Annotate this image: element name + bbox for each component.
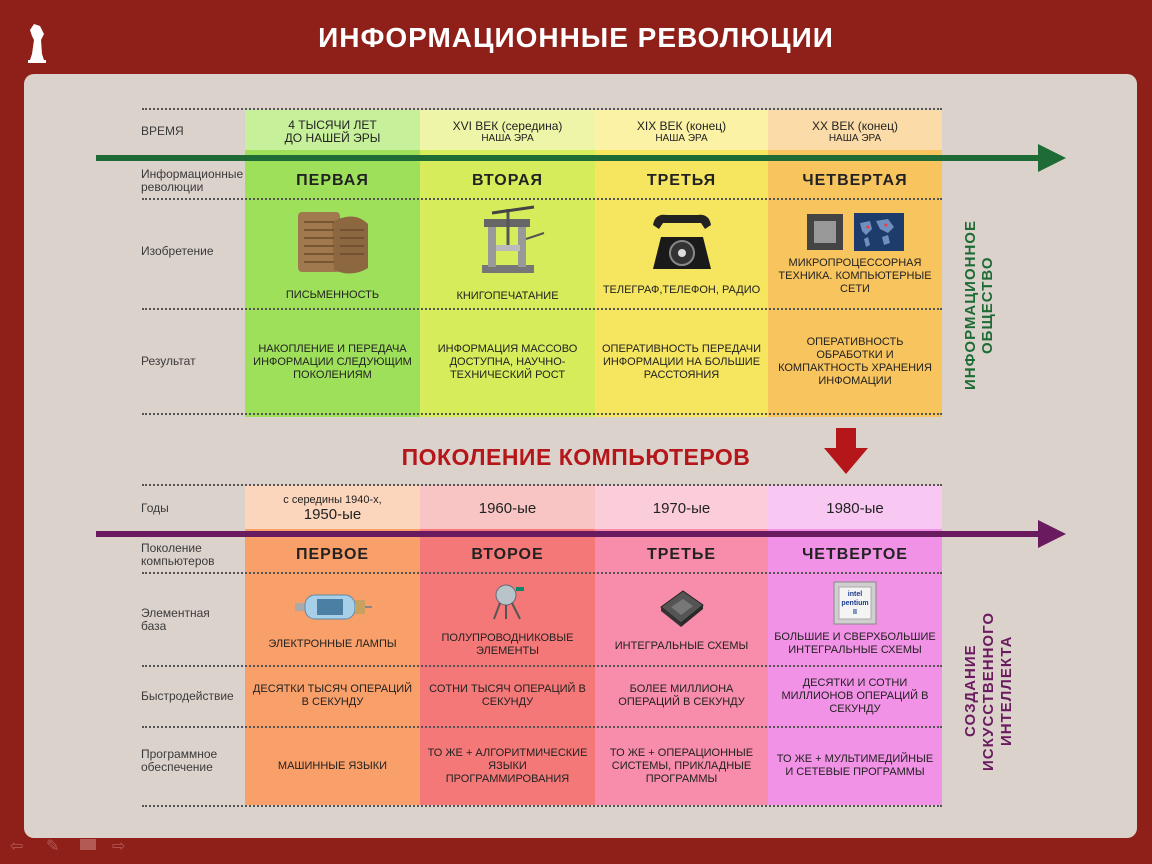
revolution-name-3: ТРЕТЬЯ bbox=[646, 172, 717, 189]
time-main: XX ВЕК (конец) bbox=[812, 118, 898, 133]
revolution-name-1: ПЕРВАЯ bbox=[296, 172, 369, 189]
revolution-result-1: НАКОПЛЕНИЕ И ПЕРЕДАЧА ИНФОРМАЦИИ СЛЕДУЮЩИМ ПОКОЛЕНИЯМ bbox=[253, 342, 412, 381]
invention-text: КНИГОПЕЧАТАНИЕ bbox=[456, 290, 559, 302]
time-sub: НАША ЭРА bbox=[828, 132, 882, 144]
generation-speed-3: БОЛЕЕ МИЛЛИОНА ОПЕРАЦИЙ В СЕКУНДУ bbox=[618, 683, 745, 708]
element-text: ИНТЕГРАЛЬНЫЕ СХЕМЫ bbox=[614, 640, 749, 652]
page-title: ИНФОРМАЦИОННЫЕ РЕВОЛЮЦИИ bbox=[318, 22, 834, 53]
arrow-right-icon[interactable]: ⇨ bbox=[112, 838, 126, 855]
generations-arrow-line bbox=[96, 531, 1040, 537]
revolution-name-4: ЧЕТВЕРТАЯ bbox=[802, 172, 908, 189]
generation-speed-4: ДЕСЯТКИ И СОТНИ МИЛЛИОНОВ ОПЕРАЦИЙ В СЕКУНДУ bbox=[781, 676, 929, 715]
generation-software-1: МАШИННЫЕ ЯЗЫКИ bbox=[277, 759, 388, 772]
invention-text: МИКРОПРОЦЕССОРНАЯ ТЕХНИКА. КОМПЬЮТЕРНЫЕ СЕТИ bbox=[778, 256, 932, 295]
row-label-revolutions: Информационные революции bbox=[141, 167, 244, 194]
time-sub: ДО НАШЕЙ ЭРЫ bbox=[284, 131, 381, 145]
generation-years-1 bbox=[245, 488, 420, 528]
row-label-invention: Изобретение bbox=[141, 243, 214, 258]
element-text: БОЛЬШИЕ И СВЕРХБОЛЬШИЕ ИНТЕГРАЛЬНЫЕ СХЕМЫ bbox=[774, 631, 936, 656]
microprocessor-icon bbox=[806, 213, 904, 251]
revolution-result-3: ОПЕРАТИВНОСТЬ ПЕРЕДАЧИ ИНФОРМАЦИИ НА БОЛЬШИЕ РАССТОЯНИЯ bbox=[602, 342, 761, 381]
timeline-arrow-line bbox=[96, 155, 1040, 161]
invention-text: ПИСЬМЕННОСТЬ bbox=[285, 289, 380, 301]
generation-software-2: ТО ЖЕ + АЛГОРИТМИЧЕСКИЕ ЯЗЫКИ ПРОГРАММИРОВАНИЯ bbox=[427, 746, 588, 785]
row-divider bbox=[142, 198, 942, 200]
arrow-left-icon[interactable]: ⇦ bbox=[10, 838, 24, 855]
generation-element-3 bbox=[595, 576, 768, 662]
section-title-generations: ПОКОЛЕНИЕ КОМПЬЮТЕРОВ bbox=[401, 444, 751, 470]
time-main: 4 ТЫСЯЧИ ЛЕТ bbox=[288, 118, 377, 132]
generation-element-4 bbox=[768, 576, 942, 662]
timeline-arrow-head bbox=[1038, 144, 1066, 172]
chip-label: intel pentium II bbox=[841, 591, 869, 616]
row-label-generation: Поколение компьютеров bbox=[141, 541, 215, 568]
generation-name-1: ПЕРВОЕ bbox=[295, 546, 370, 563]
revolution-time-4 bbox=[768, 114, 942, 150]
invention-text: ТЕЛЕГРАФ,ТЕЛЕФОН, РАДИО bbox=[602, 284, 761, 296]
element-text: ЭЛЕКТРОННЫЕ ЛАМПЫ bbox=[268, 638, 397, 650]
row-label-time: ВРЕМЯ bbox=[141, 123, 184, 138]
generations-arrow-head bbox=[1038, 520, 1066, 548]
generation-software-4: ТО ЖЕ + МУЛЬТИМЕДИЙНЫЕ И СЕТЕВЫЕ ПРОГРАММЫ bbox=[776, 753, 934, 778]
time-sub: НАША ЭРА bbox=[481, 132, 534, 144]
generation-name-3: ТРЕТЬЕ bbox=[646, 546, 717, 563]
row-label-years: Годы bbox=[141, 500, 169, 515]
row-divider bbox=[142, 413, 942, 415]
years-value: 1950-ые bbox=[303, 505, 362, 523]
pentium-chip-icon bbox=[833, 581, 877, 625]
revolution-invention-4 bbox=[768, 204, 942, 304]
revolution-time-1 bbox=[245, 114, 420, 150]
time-main: XVI ВЕК (середина) bbox=[452, 118, 563, 133]
revolution-invention-3 bbox=[595, 204, 768, 304]
vacuum-tube-icon bbox=[293, 587, 373, 632]
transistor-icon bbox=[486, 581, 530, 626]
generation-years-3: 1970-ые bbox=[652, 499, 711, 517]
revolution-invention-1 bbox=[245, 204, 420, 304]
generation-element-1 bbox=[245, 576, 420, 662]
row-divider bbox=[142, 665, 942, 667]
row-divider bbox=[142, 108, 942, 110]
telephone-icon bbox=[647, 211, 717, 278]
side-label-information-society: ИНФОРМАЦИОННОЕ ОБЩЕСТВО bbox=[962, 220, 996, 390]
integrated-circuit-icon bbox=[657, 585, 707, 634]
generation-name-4: ЧЕТВЕРТОЕ bbox=[802, 546, 908, 563]
generation-years-4: 1980-ые bbox=[826, 499, 884, 517]
element-text: ПОЛУПРОВОДНИКОВЫЕ ЭЛЕМЕНТЫ bbox=[441, 631, 574, 657]
time-sub: НАША ЭРА bbox=[655, 132, 708, 144]
generation-element-2 bbox=[420, 576, 595, 662]
revolution-result-2: ИНФОРМАЦИЯ МАССОВО ДОСТУПНА, НАУЧНО-ТЕХНИЧЕСКИЙ РОСТ bbox=[437, 342, 578, 381]
row-label-speed: Быстродействие bbox=[141, 688, 234, 703]
generation-speed-2: СОТНИ ТЫСЯЧ ОПЕРАЦИЙ В СЕКУНДУ bbox=[429, 683, 586, 708]
row-divider bbox=[142, 484, 942, 486]
world-map-icon bbox=[854, 213, 904, 251]
row-divider bbox=[142, 308, 942, 310]
time-main: XIX ВЕК (конец) bbox=[636, 118, 727, 133]
revolution-time-3 bbox=[595, 114, 768, 150]
pencil-icon[interactable]: ✎ bbox=[46, 838, 60, 855]
revolution-result-4: ОПЕРАТИВНОСТЬ ОБРАБОТКИ И КОМПАКТНОСТЬ ХРАНЕНИЯ ИНФОМАЦИИ bbox=[778, 336, 932, 387]
generation-software-3: ТО ЖЕ + ОПЕРАЦИОННЫЕ СИСТЕМЫ, ПРИКЛАДНЫЕ ПРОГРАММЫ bbox=[609, 746, 754, 785]
row-divider bbox=[142, 805, 942, 807]
row-label-result: Результат bbox=[141, 353, 196, 368]
revolution-time-2 bbox=[420, 114, 595, 150]
years-prefix: с середины 1940-х, bbox=[283, 493, 382, 506]
side-label-artificial-intelligence: СОЗДАНИЕ ИСКУССТВЕННОГО ИНТЕЛЛЕКТА bbox=[962, 611, 1015, 771]
printing-press-icon bbox=[468, 205, 548, 284]
row-label-software: Программное обеспечение bbox=[141, 747, 218, 774]
clay-tablet-icon bbox=[294, 206, 372, 283]
row-label-element-base: Элементная база bbox=[141, 606, 210, 633]
stop-icon[interactable] bbox=[80, 839, 96, 850]
generation-speed-1: ДЕСЯТКИ ТЫСЯЧ ОПЕРАЦИЙ В СЕКУНДУ bbox=[252, 683, 413, 708]
row-divider bbox=[142, 726, 942, 728]
revolution-invention-2 bbox=[420, 204, 595, 304]
row-divider bbox=[142, 572, 942, 574]
generation-years-2: 1960-ые bbox=[478, 499, 537, 517]
revolution-name-2: ВТОРАЯ bbox=[471, 172, 544, 189]
generation-name-2: ВТОРОЕ bbox=[471, 546, 544, 563]
